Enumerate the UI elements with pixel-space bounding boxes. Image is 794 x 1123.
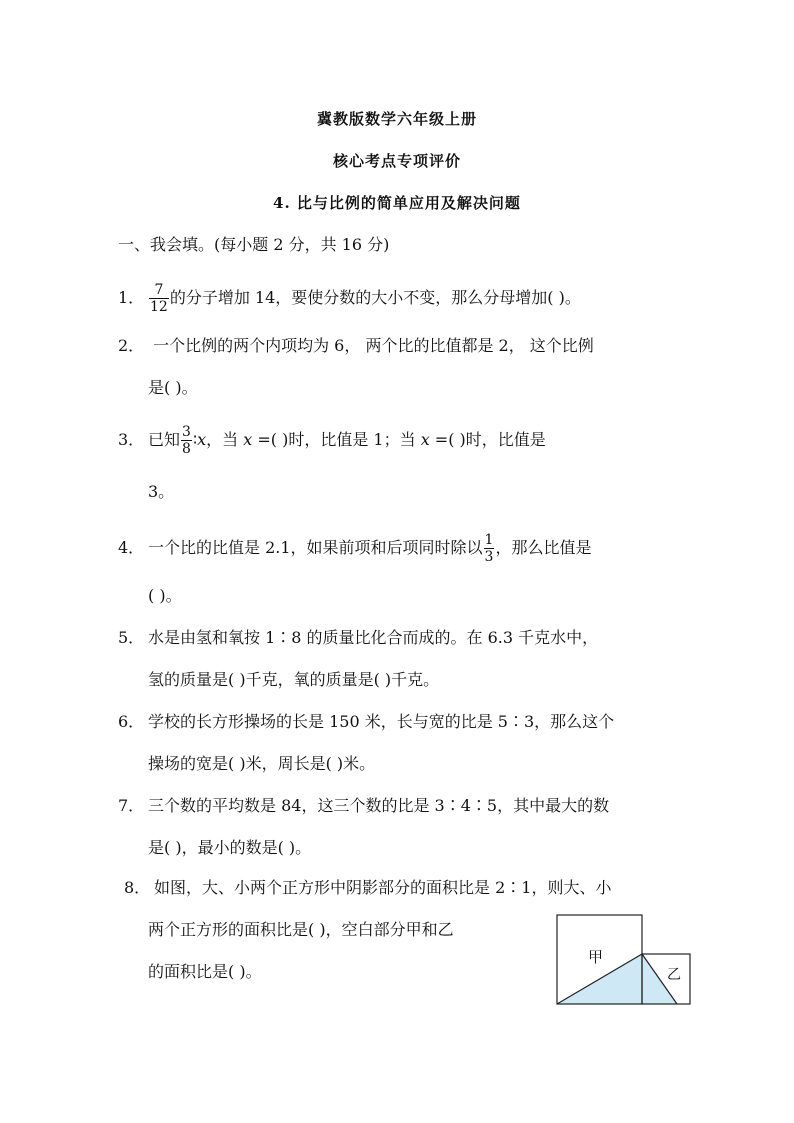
fraction-denominator: 12 — [150, 299, 168, 315]
question-text: 的分子增加 14，要使分数的大小不变，那么分母增加( )。 — [169, 288, 581, 307]
fraction-numerator: 3 — [182, 424, 191, 440]
question-3 — [118, 424, 546, 457]
question-5 — [118, 626, 598, 650]
question-text: =( )时，比值是 1；当 — [252, 430, 421, 449]
variable-x: x — [197, 430, 207, 449]
question-2 — [118, 334, 594, 358]
fraction — [484, 532, 495, 565]
question-number: 2． — [118, 336, 145, 355]
question-2-cont: 是( )。 — [148, 378, 198, 397]
fraction-numerator: 1 — [484, 532, 494, 548]
question-number: 8． — [124, 878, 151, 897]
question-4-cont: ( )。 — [148, 586, 182, 605]
fraction — [149, 282, 169, 315]
question-text: 一个比例的两个内项均为 6， 两个比的比值都是 2， 这个比例 — [148, 336, 594, 355]
question-8-cont-2: 的面积比是( )。 — [148, 962, 262, 981]
question-text: ，那么比值是 — [495, 538, 592, 557]
question-3-cont: 3。 — [148, 482, 175, 501]
question-number: 4． — [118, 538, 145, 557]
question-number: 3． — [118, 430, 145, 449]
label-yi: 乙 — [667, 967, 681, 983]
fraction-denominator: 3 — [484, 549, 494, 565]
doc-title: 冀教版数学六年级上册 — [316, 110, 477, 128]
fraction-denominator: 8 — [182, 441, 191, 457]
question-5-cont: 氢的质量是( )千克，氧的质量是( )千克。 — [148, 670, 440, 689]
question-text: 一个比的比值是 2.1，如果前项和后项同时除以 — [148, 538, 483, 557]
variable-x: x — [243, 430, 253, 449]
question-6 — [118, 710, 614, 734]
fraction — [181, 424, 192, 457]
question-number: 6． — [118, 712, 145, 731]
question-text: 水是由氢和氧按 1∶8 的质量比化合而成的。在 6.3 千克水中， — [148, 628, 599, 647]
doc-subtitle: 核心考点专项评价 — [332, 152, 461, 170]
question-number: 5． — [118, 628, 145, 647]
question-7 — [118, 794, 609, 818]
squares-figure — [556, 914, 692, 1006]
question-text: =( )时，比值是 — [429, 430, 546, 449]
question-7-cont: 是( )，最小的数是( )。 — [148, 838, 312, 857]
question-text: 已知 — [148, 430, 181, 449]
doc-section-title: 4. 比与比例的简单应用及解决问题 — [273, 194, 521, 212]
question-text: 如图，大、小两个正方形中阴影部分的面积比是 2∶1，则大、小 — [154, 878, 612, 897]
section-heading: 一、我会填。(每小题 2 分，共 16 分) — [118, 235, 390, 254]
variable-x: x — [420, 430, 430, 449]
fraction-numerator: 7 — [149, 282, 169, 299]
question-text: 三个数的平均数是 84，这三个数的比是 3∶4∶5，其中最大的数 — [148, 796, 610, 815]
question-text: ，当 — [206, 430, 244, 449]
label-jia: 甲 — [588, 948, 604, 966]
question-6-cont: 操场的宽是( )米，周长是( )米。 — [148, 754, 376, 773]
question-number: 7． — [118, 796, 145, 815]
question-8 — [124, 876, 611, 900]
question-text: 学校的长方形操场的长是 150 米，长与宽的比是 5∶3，那么这个 — [148, 712, 615, 731]
ratio-sign: ∶ — [192, 430, 198, 449]
question-1 — [118, 282, 581, 315]
question-8-cont: 两个正方形的面积比是( )，空白部分甲和乙 — [148, 920, 454, 939]
question-4 — [118, 532, 591, 565]
question-number: 1． — [118, 288, 145, 307]
